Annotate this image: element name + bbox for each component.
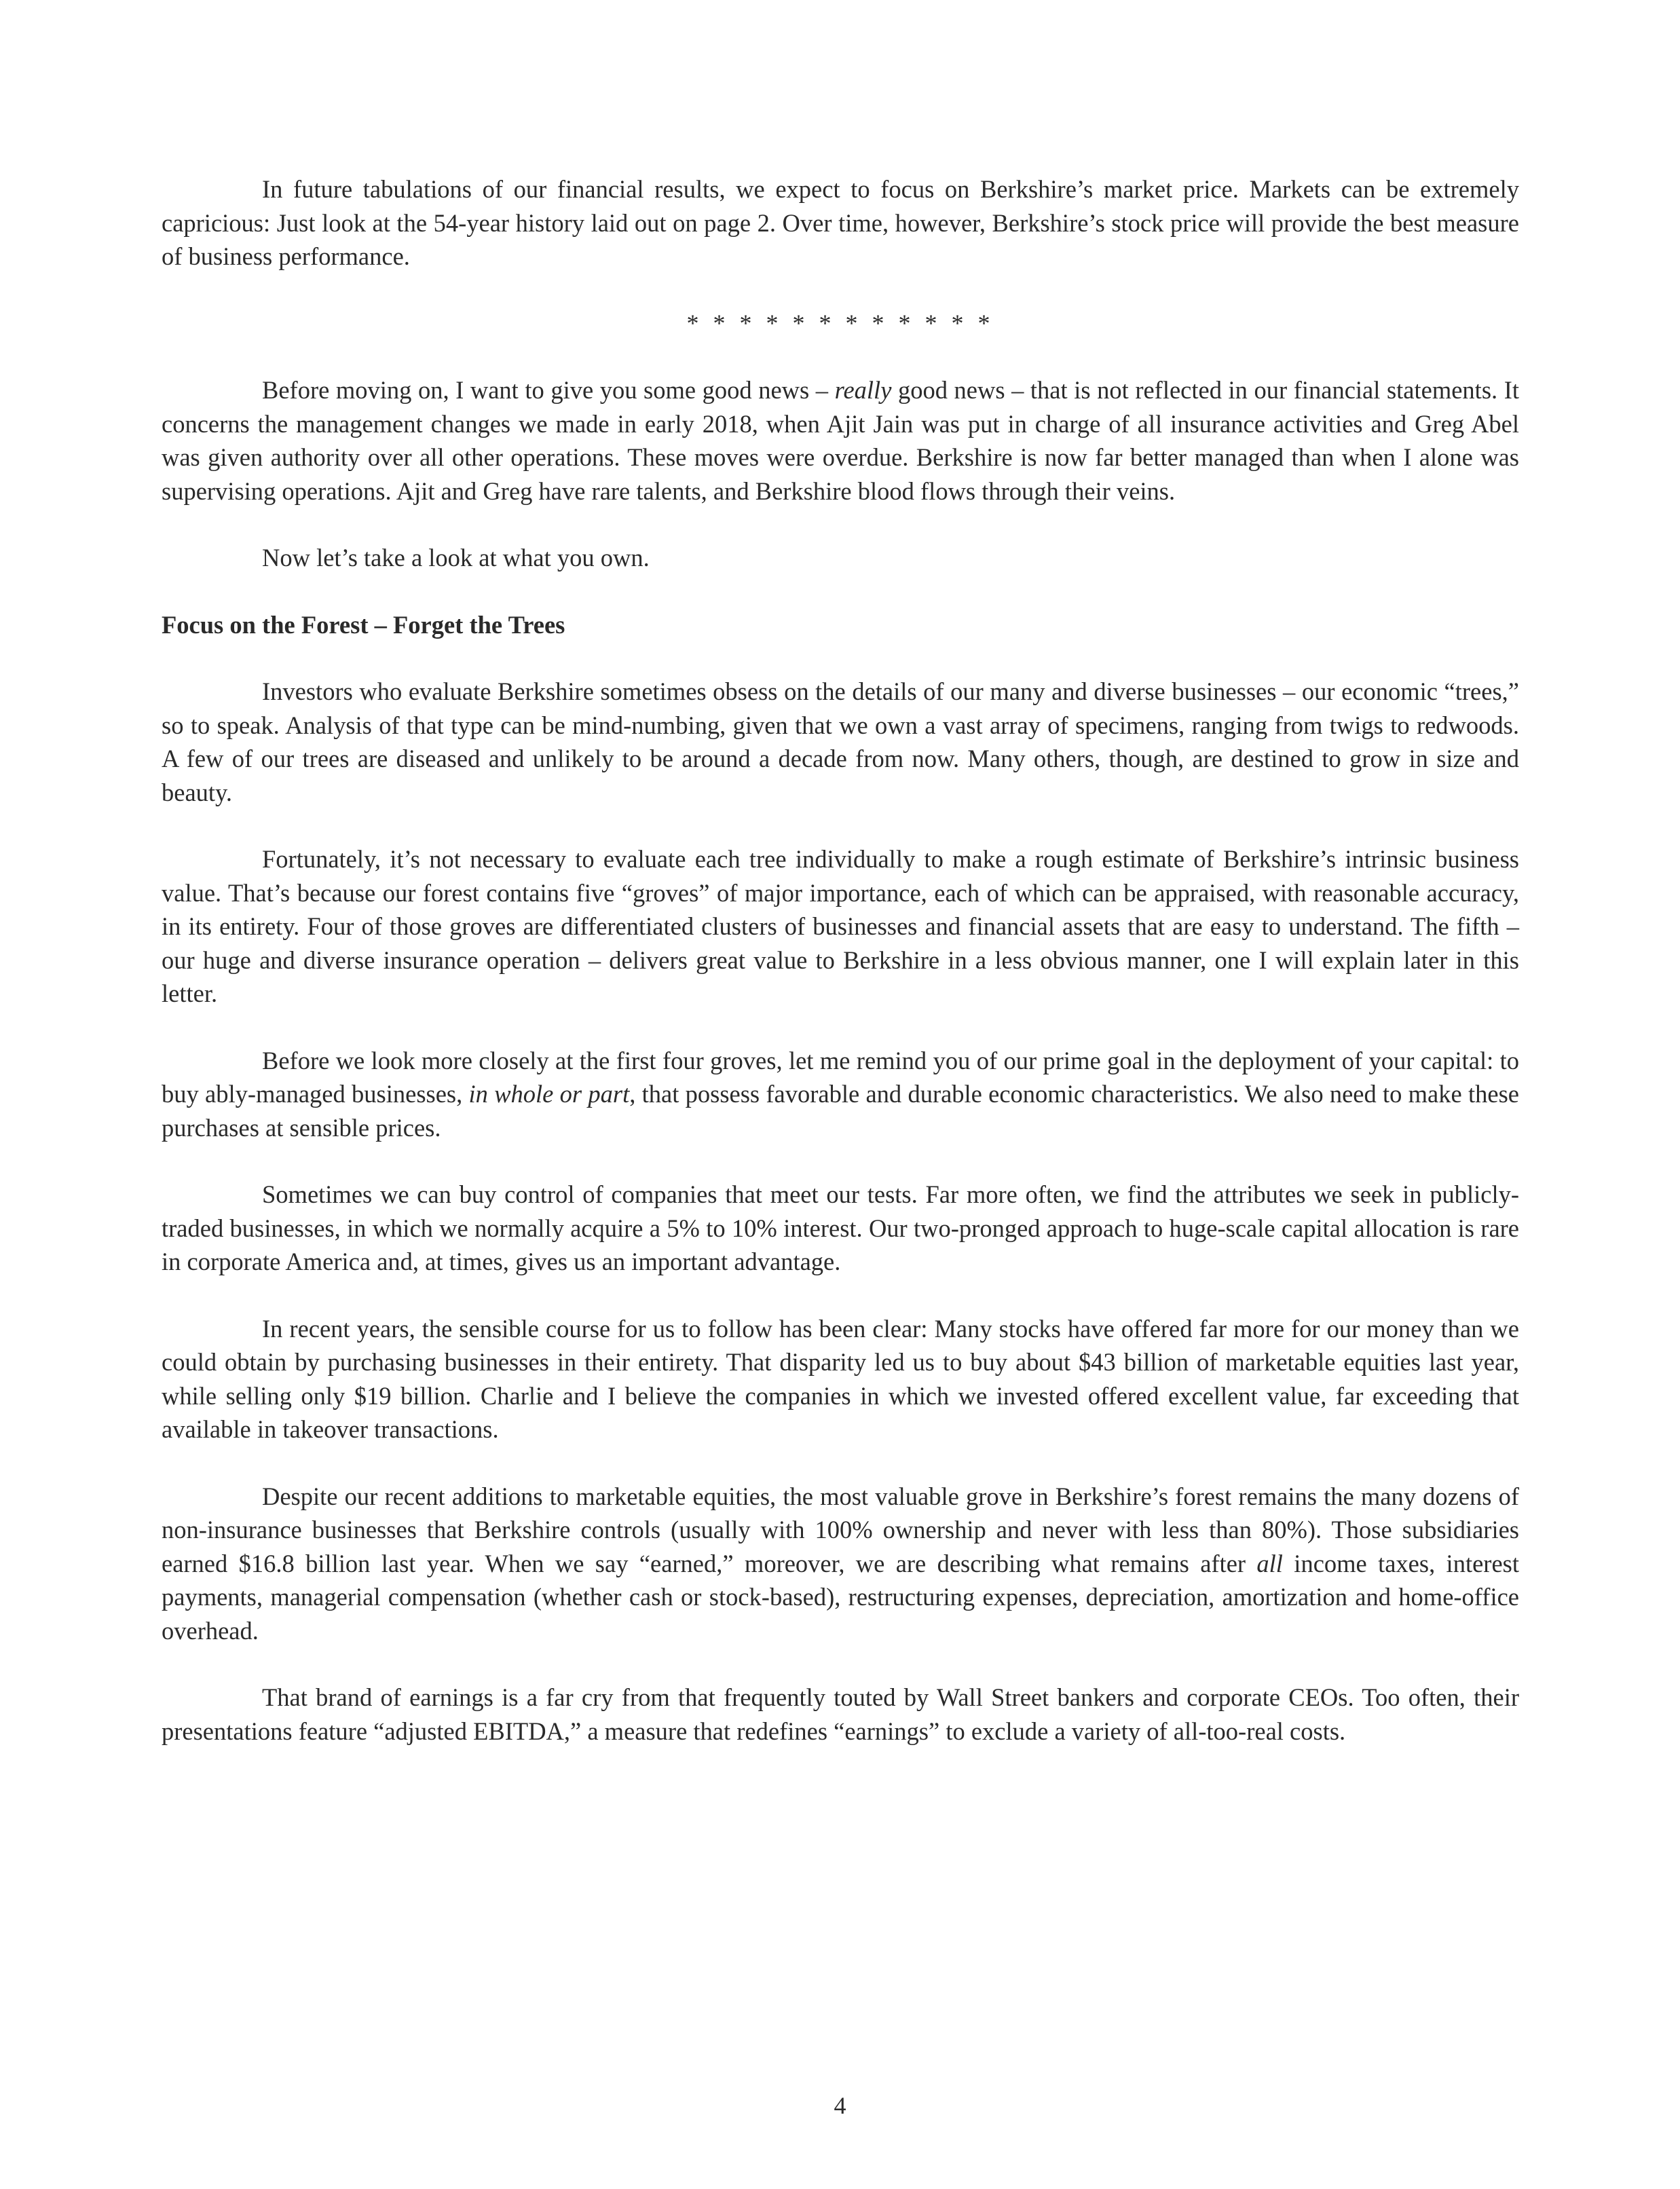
emphasis-text: all [1256,1549,1283,1577]
paragraph-text: Now let’s take a look at what you own. [262,544,650,572]
paragraph-control [162,1178,1519,1279]
paragraph-ebitda [162,1681,1519,1748]
paragraph-trees [162,675,1519,809]
paragraph-text: income taxes, interest payments, managerial compensation (whether cash or stock-based), restructuring expenses, depreciation, amortization and home-office overhead. [162,1549,1519,1645]
paragraph-text: good news – that is not reflected in our financial statements. It concerns the management changes we made in early 2018, when Ajit Jain was put in charge of all insurance activities and Greg Abel was given authority over all other operations. These moves were overdue. Berkshire is now far better managed than when I alone was supervising operations. Ajit and Greg have rare talents, and Berkshire blood flows through their veins. [162,376,1519,505]
paragraph-text: Despite our recent additions to marketable equities, the most valuable grove in Berkshire’s forest remains the many dozens of non-insurance businesses that Berkshire controls (usually with 100% ownership and never with less than 80%). Those subsidiaries earned $16.8 billion last year. When we say “earned,” moreover, we are describing what remains after [162,1482,1519,1577]
paragraph-recent-years [162,1312,1519,1446]
paragraph-groves [162,842,1519,1011]
paragraph-text: Before we look more closely at the first four groves, let me remind you of our prime goal in the deployment of your capital: to buy ably-managed businesses, [162,1046,1519,1108]
paragraph-text: Fortunately, it’s not necessary to evaluate each tree individually to make a rough estimate of Berkshire’s intrinsic business value. That’s because our forest contains five “groves” of major importance, each of which can be appraised, with reasonable accuracy, in its entirety. Four of those groves are differentiated clusters of businesses and financial assets that are easy to understand. The fifth – our huge and diverse insurance operation – delivers great value to Berkshire in a less obvious manner, one I will explain later in this letter. [162,845,1519,1007]
paragraph-text: , that possess favorable and durable economic characteristics. We also need to make these purchases at sensible prices. [162,1080,1519,1142]
page-number: 4 [834,2092,846,2119]
asterisk-separator: * * * * * * * * * * * * [686,309,994,337]
paragraph-text: Before moving on, I want to give you some good news – [262,376,835,404]
paragraph-text: Sometimes we can buy control of companies that meet our tests. Far more often, we find the attributes we seek in publicly-traded businesses, in which we normally acquire a 5% to 10% interest. Our two-pronged approach to huge-scale capital allocation is rare in corporate America and, at times, gives us an important advantage. [162,1180,1519,1275]
paragraph-what-you-own [162,541,1519,575]
paragraph-future-tabulations [162,172,1519,274]
paragraph-text: In future tabulations of our financial results, we expect to focus on Berkshire’s market price. Markets can be extremely capricious: Just look at the 54-year history laid out on page 2. Over time, however, Berkshire’s stock price will provide the best measure of business performance. [162,175,1519,270]
emphasis-text: in whole or part [468,1080,630,1108]
letter-body [162,172,1519,1748]
paragraph-text: In recent years, the sensible course for us to follow has been clear: Many stocks have offered far more for our money than we could obtain by purchasing businesses in their entirety. That disparity led us to buy about $43 billion of marketable equities last year, while selling only $19 billion. Charlie and I believe the companies in which we invested offered excellent value, far exceeding that available in takeover transactions. [162,1314,1519,1443]
emphasis-text: really [834,376,892,404]
paragraph-good-news [162,373,1519,508]
paragraph-text: That brand of earnings is a far cry from that frequently touted by Wall Street bankers and corporate CEOs. Too often, their presentations feature “adjusted EBITDA,” a measure that redefines “earnings” to exclude a variety of all-too-real costs. [162,1683,1519,1745]
section-heading: Focus on the Forest – Forget the Trees [162,610,565,639]
paragraph-prime-goal [162,1044,1519,1145]
paragraph-non-insurance [162,1480,1519,1648]
paragraph-text: Investors who evaluate Berkshire sometimes obsess on the details of our many and diverse businesses – our economic “trees,” so to speak. Analysis of that type can be mind-numbing, given that we own a vast array of specimens, ranging from twigs to redwoods. A few of our trees are diseased and unlikely to be around a decade from now. Many others, though, are destined to grow in size and beauty. [162,677,1519,806]
